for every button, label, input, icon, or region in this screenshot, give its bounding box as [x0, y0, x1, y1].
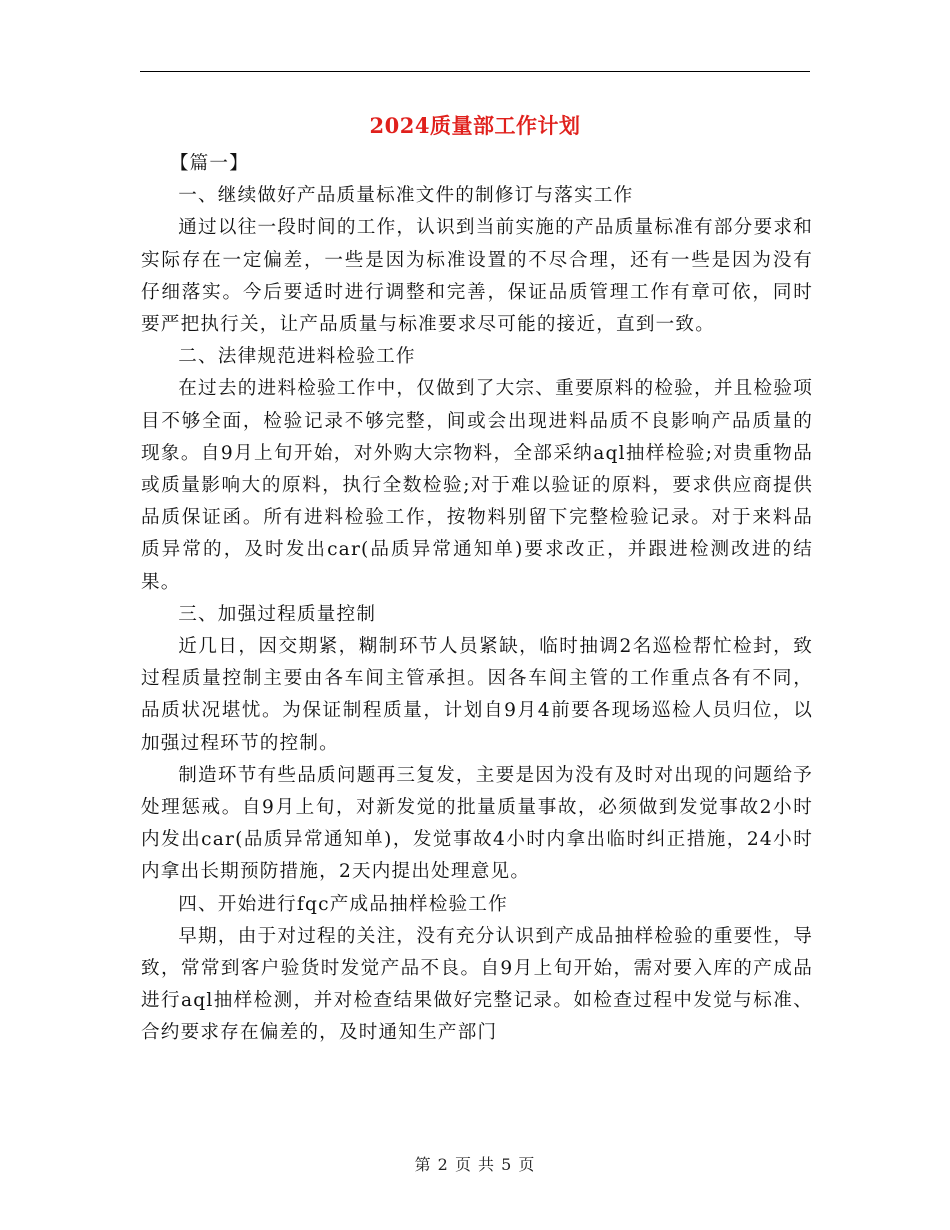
section-heading-4: 四、开始进行fqc产成品抽样检验工作 — [178, 893, 508, 915]
footer-mid: 页 共 — [454, 1155, 496, 1174]
section-heading-1: 一、继续做好产品质量标准文件的制修订与落实工作 — [178, 185, 634, 207]
paragraph-3: 近几日，因交期紧，糊制环节人员紧缺，临时抽调2名巡检帮忙检封，致过程质量控制主要由各车间主管承担。因各车间主管的工作重点各有不同，品质状况堪忧。为保证制程质量，计划自9月4前要各现场巡检人员归位，以加强过程环节的控制。 — [141, 636, 813, 754]
section-heading-2: 二、法律规范进料检验工作 — [178, 346, 416, 368]
document-body — [141, 148, 813, 1050]
section-label: 【篇一】 — [169, 153, 250, 174]
footer-page-total: 5 — [501, 1155, 513, 1174]
paragraph-2: 在过去的进料检验工作中，仅做到了大宗、重要原料的检验，并且检验项目不够全面，检验记录不够完整，间或会出现进料品质不良影响产品质量的现象。自9月上旬开始，对外购大宗物料，全部采纳aql抽样检验;对贵重物品或质量影响大的原料，执行全数检验;对于难以验证的原料，要求供应商提供品质保证函。所有进料检验工作，按物料别留下完整检验记录。对于来料品质异常的，及时发出car(品质异常通知单)要求改正，并跟进检测改进的结果。 — [141, 378, 813, 593]
paragraph-1: 通过以往一段时间的工作，认识到当前实施的产品质量标准有部分要求和实际存在一定偏差，一些是因为标准设置的不尽合理，还有一些是因为没有仔细落实。今后要适时进行调整和完善，保证品质管理工作有章可依，同时要严把执行关，让产品质量与标准要求尽可能的接近，直到一致。 — [141, 217, 813, 336]
paragraph-5: 早期，由于对过程的关注，没有充分认识到产成品抽样检验的重要性，导致，常常到客户验货时发觉产品不良。自9月上旬开始，需对要入库的产成品进行aql抽样检测，并对检查结果做好完整记录。如检查过程中发觉与标准、合约要求存在偏差的，及时通知生产部门 — [141, 925, 813, 1044]
footer-page-number: 2 — [437, 1155, 449, 1174]
footer-prefix: 第 — [414, 1155, 432, 1174]
footer-suffix: 页 — [518, 1155, 536, 1174]
document-title: 2024质量部工作计划 — [369, 113, 581, 138]
paragraph-4: 制造环节有些品质问题再三复发，主要是因为没有及时对出现的问题给予处理惩戒。自9月上旬，对新发觉的批量质量事故，必须做到发觉事故2小时内发出car(品质异常通知单)，发觉事故4小时内拿出临时纠正措施，24小时内拿出长期预防措施，2天内提出处理意见。 — [141, 764, 813, 883]
page-footer — [0, 1152, 950, 1175]
header-rule — [140, 71, 810, 72]
section-heading-3: 三、加强过程质量控制 — [178, 603, 377, 625]
